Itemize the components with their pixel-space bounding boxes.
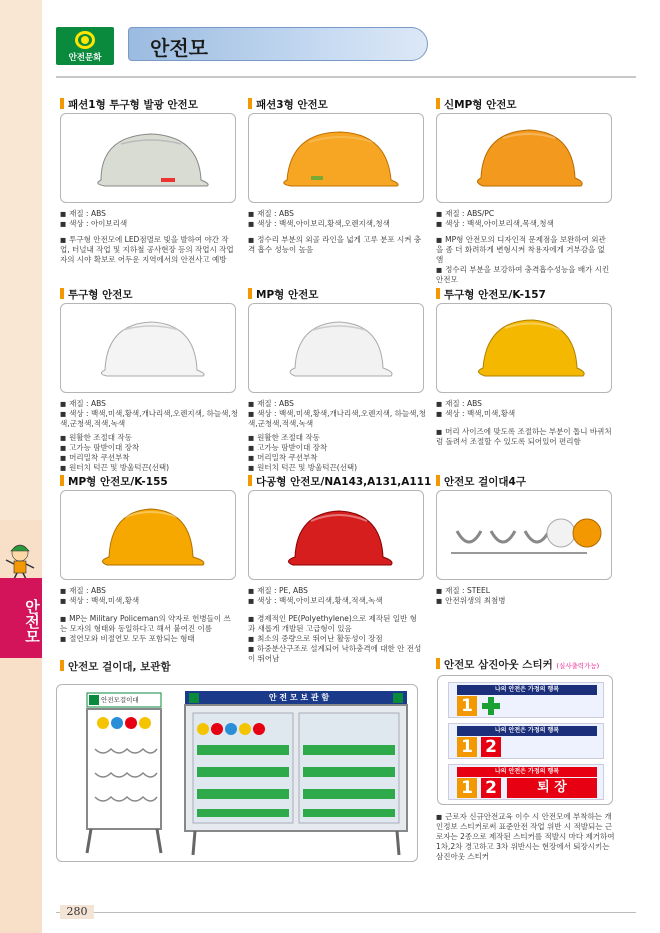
product-title: 투구형 안전모	[68, 289, 133, 301]
spec-line: ■ 재질 : ABS	[436, 399, 616, 409]
product-image	[60, 303, 236, 393]
brand-logo	[56, 27, 114, 65]
header-divider	[56, 76, 636, 78]
strike-out-label: 퇴 장	[507, 778, 597, 798]
sticker-row-3	[448, 764, 604, 800]
hanger-image	[437, 491, 612, 580]
helmet-image	[249, 114, 424, 203]
storage-image	[56, 684, 418, 862]
desc-line: ■ MP는 Military Policeman의 약자로 헌병들이 쓰는 모자의 형태와 동일하다고 해서 붙여진 이름	[60, 614, 236, 634]
spec-line: ■ 색상 : 백색,아이보리색,황색,적색,녹색	[248, 596, 428, 606]
desc-line: ■ 투구형 안전모에 LED점멸로 빛을 발하여 야간 작업, 터널내 작업 및 지하철 공사현장 등의 작업시 작업자의 시야 확보로 어두운 지역에서의 안전사고 예방	[60, 235, 236, 265]
spec-line: ■ 색상 : 백색,아이보리색,목색,청색	[436, 219, 616, 229]
sticker-row-2	[448, 723, 604, 759]
sticker-number: 1	[457, 778, 477, 798]
product-image	[436, 113, 612, 203]
sticker-number: 2	[481, 737, 501, 757]
page-title: 안전모	[150, 36, 208, 60]
sticker-number: 1	[457, 737, 477, 757]
mascot-figure	[2, 540, 38, 580]
cabinet-label: 안 전 모 보 관 함	[268, 693, 330, 702]
desc-line: ■ 경제적인 PE(Polyethylene)으로 제작된 일반 형과 새롭게 개발된 고급형이 있음	[248, 614, 424, 634]
helmet-image	[61, 304, 236, 393]
sticker-row-1	[448, 682, 604, 718]
spec-line: ■ 안전위생의 최첨병	[436, 596, 616, 606]
logo-ring-icon	[75, 31, 95, 49]
desc-line: ■ 머리밀착 쿠션부착	[60, 453, 236, 463]
desc-line: ■ 고가능 땀받이대 장착	[60, 443, 236, 453]
sticker-header: 나의 안전은 가정의 행복	[457, 726, 597, 736]
product-title: MP형 안전모	[256, 289, 319, 301]
spec-line: ■ 재질 : ABS	[248, 209, 428, 219]
product-image	[60, 490, 236, 580]
desc-line: ■ 원터치 턱끈 및 방울턱끈(선택)	[60, 463, 236, 473]
product-image	[436, 490, 612, 580]
bullet-bar	[436, 658, 440, 669]
product-title: MP형 안전모/K-155	[68, 476, 168, 488]
desc-line: ■ 절연모와 비절연모 모두 포함되는 형태	[60, 634, 236, 644]
spec-line: ■ 재질 : ABS	[248, 399, 428, 409]
product-title: 패션1형 투구형 발광 안전모	[68, 99, 198, 111]
spec-line: ■ 색상 : 백색,미색,황색	[436, 409, 616, 419]
bullet-bar	[436, 98, 440, 109]
sticker-number: 1	[457, 696, 477, 716]
footer-rule	[56, 912, 636, 913]
helmet-image	[437, 304, 612, 393]
sticker-header: 나의 안전은 가정의 행복	[457, 685, 597, 695]
desc-line: ■ 고가능 땀받이대 장착	[248, 443, 424, 453]
storage-illustration	[57, 685, 417, 861]
logo-label: 안전문화	[68, 53, 102, 63]
section-title: 안전모 삼진아웃 스티커	[444, 659, 553, 671]
spec-line: ■ 색상 : 백색,아이보리,황색,오렌지색,청색	[248, 219, 428, 229]
bullet-bar	[248, 475, 252, 486]
helmet-image	[249, 304, 424, 393]
side-section-label: 안전모	[0, 578, 42, 658]
spec-line: ■ 재질 : ABS/PC	[436, 209, 616, 219]
helmet-image	[437, 114, 612, 203]
bullet-bar	[248, 98, 252, 109]
spec-line: ■ 색상 : 아이보리색	[60, 219, 240, 229]
product-title: 안전모 걸이대4구	[444, 476, 526, 488]
spec-line: ■ 재질 : ABS	[60, 399, 240, 409]
desc-line: ■ 원활한 조절대 작동	[60, 433, 236, 443]
helmet-image	[61, 491, 236, 580]
desc-line: ■ 최소의 중량으로 뛰어난 활동성이 장점	[248, 634, 424, 644]
product-image	[248, 490, 424, 580]
bullet-bar	[60, 475, 64, 486]
desc-line: ■ MP형 안전모의 디자인적 문제점을 보완하여 외관을 좀 더 화려하게 변형시켜 착용자에게 거부감을 없앰	[436, 235, 612, 265]
desc-line: ■ 원터치 턱끈 및 방울턱끈(선택)	[248, 463, 424, 473]
desc-line: ■ 머리 사이즈에 맞도록 조절하는 부분이 톱니 바퀴처럼 돌려서 조절할 수 있도록 되어있어 편리함	[436, 427, 612, 447]
helmet-image	[249, 491, 424, 580]
sticker-image	[437, 675, 613, 805]
spec-line: ■ 색상 : 백색,미색,황색,개나리색,오렌지색, 하늘색,청색,군청색,적색,녹색	[248, 409, 428, 429]
stand-label: 안전모걸이대	[101, 696, 139, 704]
product-title: 다공형 안전모/NA143,A131,A111	[256, 476, 432, 488]
product-title: 투구형 안전모/K-157	[444, 289, 546, 301]
sticker-header: 나의 안전은 가정의 행복	[457, 767, 597, 777]
bullet-bar	[436, 475, 440, 486]
bullet-bar	[60, 660, 64, 671]
section-subtitle: (실사출력가능)	[556, 662, 600, 670]
bullet-bar	[248, 288, 252, 299]
product-title: 패션3형 안전모	[256, 99, 328, 111]
section-title: 안전모 걸이대, 보관함	[68, 661, 171, 673]
product-image	[248, 113, 424, 203]
spec-line: ■ 재질 : STEEL	[436, 586, 616, 596]
bullet-bar	[60, 98, 64, 109]
desc-line: ■ 정수리 부분을 보강하여 충격흡수성능을 배가 시킨 안전모	[436, 265, 612, 285]
bullet-bar	[60, 288, 64, 299]
product-image	[436, 303, 612, 393]
page-number: 280	[60, 905, 94, 919]
spec-line: ■ 재질 : ABS	[60, 209, 240, 219]
bullet-bar	[436, 288, 440, 299]
green-cross-icon	[481, 696, 501, 716]
spec-line: ■ 재질 : ABS	[60, 586, 240, 596]
side-stripe-upper	[0, 0, 42, 520]
spec-line: ■ 재질 : PE, ABS	[248, 586, 428, 596]
desc-line: ■ 원활한 조절대 작동	[248, 433, 424, 443]
helmet-image	[61, 114, 236, 203]
spec-line: ■ 색상 : 백색,미색,황색,개나리색,오렌지색, 하늘색,청색,군청색,적색,녹색	[60, 409, 240, 429]
desc-line: ■ 근로자 신규안전교육 이수 시 안전모에 부착하는 개인정보 스티커로써 표준안전 작업 위반 시 적발되는 근로자는 2종으로 제작된 스티커를 적발시 마다 제거하여 1차,2차 경고하고 3차 위반시는 현장에서 퇴장시키는 삼진아웃 스티커	[436, 812, 616, 862]
spec-line: ■ 색상 : 백색,미색,황색	[60, 596, 240, 606]
desc-line: ■ 하중분산구조로 설계되어 낙하충격에 대한 안 전성이 뛰어남	[248, 644, 424, 664]
product-title: 신MP형 안전모	[444, 99, 517, 111]
product-image	[60, 113, 236, 203]
desc-line: ■ 머리밀착 쿠션부착	[248, 453, 424, 463]
desc-line: ■ 정수리 부분의 외골 라인을 넓게 고루 분포 시켜 충격 흡수 성능이 높음	[248, 235, 424, 255]
sticker-number: 2	[481, 778, 501, 798]
product-image	[248, 303, 424, 393]
